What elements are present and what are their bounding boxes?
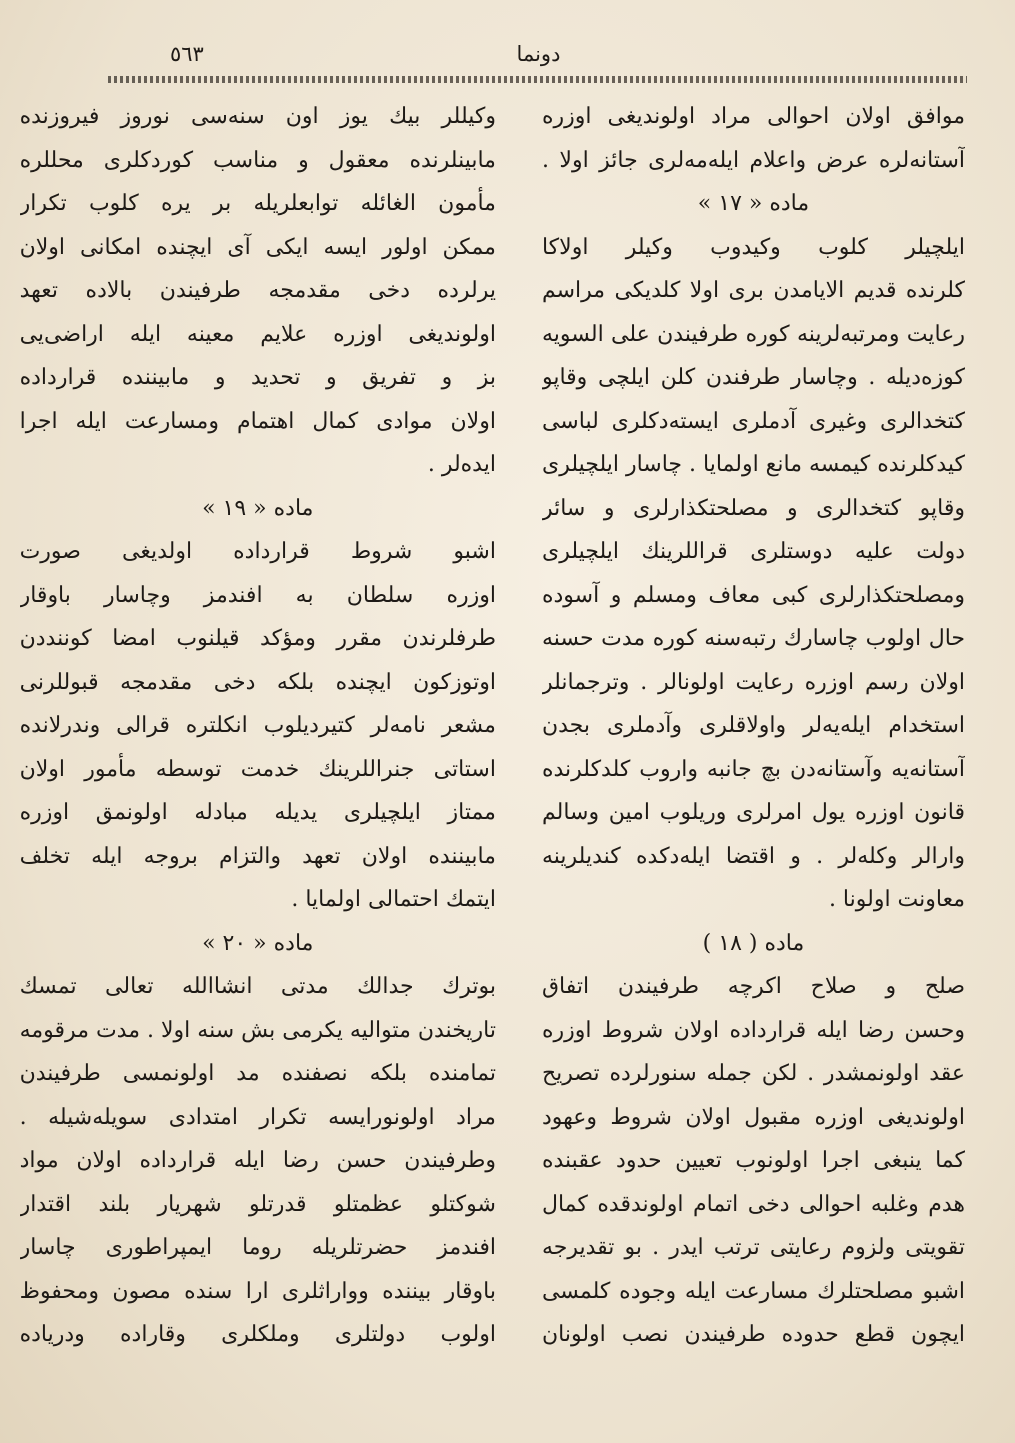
text-line: کیدکلرندە کیمسە مانع اولمایا . چاسار ایلچیلری [541,452,965,477]
text-line: بوترك جدالك مدتی انشاالله تعالی تمسك [19,974,496,999]
text-line: اوتوزکون ایچندە بلکە دخی مقدمجە قبوللرنی [19,669,496,695]
text-line: مابینندە اولان تعهد والتزام بروجە ایلە تخلف [19,843,496,869]
text-line: موافق اولان احوالی مراد اولوندیغی اوزره [541,104,965,129]
page-header [110,38,967,78]
text-line: اولوندیغی اوزرە مقبول اولان شروط وعهود [541,1104,965,1130]
text-line: کما ینبغی اجرا اولونوب تعیین حدود عقبندە [541,1148,965,1173]
text-line: تاریخندن متوالیه یکرمی بش سنە اولا . مدت مرقومە [19,1017,496,1043]
header-rule [108,76,967,83]
text-line: اولان موادی کمال اهتمام ومسارعت ایلە اجرا [19,408,496,434]
text-line: اولوندیغی اوزرە علایم معینە ایلە اراضی‌یی [19,321,496,347]
text-line: وقاپو کتخدالری و مصلحتکذارلری و سائر [541,495,965,521]
text-line: ایتمك احتمالی اولمایا . [291,887,496,912]
text-line: اولان رسم اوزرە رعایت اولونالر . وترجمانلر [541,669,965,695]
text-line: کتخدالری وغیری آدملری ایستەدکلری لباسی [541,408,965,434]
article-heading: مادە « ١٧ » [697,191,810,216]
text-line: وطرفیندن حسن رضا ایلە قراردادە اولان مواد [19,1148,496,1173]
text-line: اولوب دولتلری وملکلری وقارادە ودریادە [19,1322,496,1347]
text-line: وکیللر بیك یوز اون سنەسی نوروز فیروزندە [19,104,496,129]
text-line: اشبو مصلحتلرك مسارعت ایلە وجودە کلمسی [541,1278,965,1304]
text-line: کوزەدیلە . وچاسار طرفندن کلن ایلچی وقاپو [541,365,965,390]
text-line: مابینلرندە معقول و مناسب کوردکلری محللرە [19,147,496,173]
text-line: عقد اولونمشدر . لکن جملە سنورلردە تصریح [541,1061,965,1086]
text-line: قانون اوزرە یول امرلری وریلوب امین وسالم [541,800,965,825]
text-line: صلح و صلاح اکرچە طرفیندن اتفاق [541,974,965,999]
text-line: وارالر وکلەلر . و اقتضا ایلەدکدە کندیلرینە [541,843,965,869]
text-line: کلرندە قدیم الایامدن بری اولا کلدیکی مراسم [541,278,965,303]
text-line: تقویتی ولزوم رعایتی ترتب ایدر . بو تقدیرجە [541,1235,965,1260]
text-line: طرفلرندن مقرر ومؤکد قیلنوب امضا کوننددن [19,626,496,651]
text-line: استخدام ایلەیەلر واولاقلری وآدملری بجدن [541,713,965,738]
text-line: رعایت ومرتبەلرینە کورە طرفیندن علی السویە [541,321,965,347]
text-line: مشعر نامەلر کتیردیلوب انکلتره قرالی وندرلاندە [19,713,496,738]
text-line: افندمز حضرتلریلە روما ایمپراطوری چاسار [19,1235,496,1260]
text-line: ممتاز ایلچیلری یدیلە مبادلە اولونمق اوزرە [19,800,496,825]
text-line: یرلردە دخی مقدمجە طرفیندن بالادە تعهد [19,278,496,303]
page-number: ٥٦٣ [170,42,204,66]
text-line: مأمون الغائلە توابعلریلە بر یرە کلوب تکرار [19,191,496,216]
text-line: ومصلحتکذارلری کبی معاف ومسلم و آسوده [541,582,965,608]
text-line: باوقار بیننده وواراثلری ارا سندە مصون ومحفوظ [19,1278,496,1304]
text-line: وحسن رضا ایلە قراردادە اولان شروط اوزرە [541,1017,965,1043]
text-line: دولت علیه دوستلری قراللرینك ایلچیلری [541,539,965,564]
text-line: آستانەیە وآستانەدن بچ جانبە واروب کلدکلرندە [541,756,965,782]
left-column [20,95,496,1403]
running-title: دونما [516,42,561,66]
text-line: تمامندە بلکە نصفندە مد اولونمسی طرفیندن [19,1061,496,1086]
text-line: بز و تفریق و تحدید و مابینندە قراردادە [19,365,496,390]
text-line: ایدەلر . [427,452,496,477]
text-line: استاتی جنراللرینك خدمت توسطە مأمور اولان [19,756,496,782]
text-line: هدم وغلبه احوالی دخی اتمام اولوندقدە کمال [541,1191,965,1217]
text-line: مراد اولونورایسە تکرار امتدادی سویلەشیلە . [19,1104,496,1130]
article-heading: مادە ( ١٨ ) [702,930,805,956]
article-heading: مادە « ٢٠ » [202,930,314,956]
article-heading: مادە « ١٩ » [202,495,314,521]
text-line: اوزرە سلطان بە افندمز وچاسار باوقار [19,582,496,608]
text-columns [19,95,965,1403]
text-line: اشبو شروط قراردادە اولدیغی صورت [19,539,496,564]
right-column [542,95,965,1403]
text-line: شوکتلو عظمتلو قدرتلو شهریار بلند اقتدار [19,1191,496,1217]
text-line: ایچون قطع حدودە طرفیندن نصب اولونان [541,1322,965,1347]
text-line: ممکن اولور ایسە ایکی آی ایچندە امکانی اولان [19,234,496,260]
text-line: معاونت اولونا . [828,887,965,912]
text-line: حال اولوب چاسارك رتبەسنە کورە مدت حسنە [541,626,965,651]
text-line: آستانەلره عرض واعلام ایلەمەلری جائز اولا . [541,147,965,173]
text-line: ایلچیلر کلوب وکیدوب وکیلر اولاکا [541,234,965,260]
